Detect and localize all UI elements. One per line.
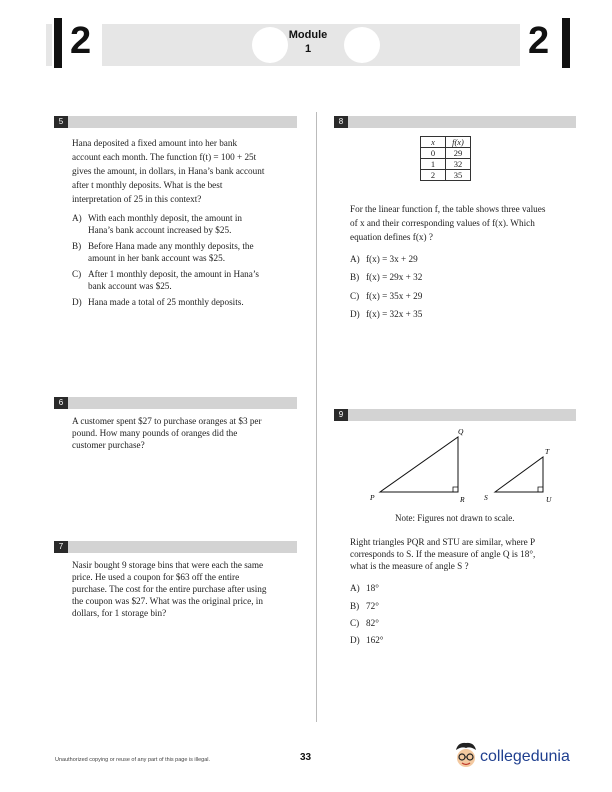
stem-line: dollars, for 1 storage bin? (72, 608, 167, 618)
stem-line: pound. How many pounds of oranges did the (72, 428, 238, 438)
table-row (421, 159, 471, 170)
stem-line: the coupon was $27. What was the original price, in (72, 596, 263, 606)
module-label: Module (288, 29, 328, 41)
question-9-option-b[interactable] (350, 600, 450, 612)
section-number-right: 2 (528, 20, 550, 62)
option-line: After 1 monthly deposit, the amount in Hana’s (88, 269, 259, 279)
table-cell: 35 (446, 170, 471, 181)
question-number-7: 7 (54, 541, 68, 553)
option-letter: B) (350, 272, 360, 282)
stem-line: after t monthly deposits. What is the best (72, 180, 223, 190)
option-line: Hana made a total of 25 monthly deposits. (88, 297, 244, 307)
section-marker-left (52, 18, 102, 70)
vertex-label-t: T (545, 447, 550, 456)
option-letter: C) (350, 618, 360, 628)
question-5-option-d[interactable] (72, 296, 302, 308)
question-number-9: 9 (334, 409, 348, 421)
table-header-fx: f(x) (446, 137, 471, 148)
option-letter: A) (350, 583, 360, 593)
question-8-option-c[interactable] (350, 290, 550, 302)
stem-line: For the linear function f, the table shows three values (350, 204, 546, 214)
stem-line: account each month. The function f(t) = 100 + 25t (72, 152, 257, 162)
column-divider (316, 112, 317, 722)
question-number-6: 6 (54, 397, 68, 409)
stem-line: equation defines f(x) ? (350, 232, 433, 242)
copyright-notice: Unauthorized copying or reuse of any part of this page is illegal. (55, 757, 211, 763)
stem-line: of x and their corresponding values of f(x). Which (350, 218, 535, 228)
stem-line: gives the amount, in dollars, in Hana’s bank account (72, 166, 265, 176)
question-number-5: 5 (54, 116, 68, 128)
function-table (420, 136, 471, 181)
option-letter: B) (72, 241, 82, 251)
module-number: 1 (304, 43, 312, 55)
right-angle-mark-u (538, 487, 543, 492)
option-text (88, 212, 242, 236)
option-letter: B) (350, 601, 360, 611)
option-text: 82° (366, 618, 379, 628)
option-text (88, 268, 259, 292)
question-8-option-d[interactable] (350, 308, 550, 320)
brand-name: collegedunia (480, 748, 570, 765)
option-text (88, 240, 254, 264)
option-line: With each monthly deposit, the amount in (88, 213, 243, 223)
option-text: 72° (366, 601, 379, 611)
mascot-logo-icon (452, 740, 480, 770)
stem-line: Hana deposited a fixed amount into her bank (72, 138, 238, 148)
vertex-label-r: R (460, 495, 465, 504)
triangle-pqr (380, 437, 458, 492)
page-number: 33 (300, 752, 312, 763)
option-line: bank account was $25. (88, 281, 172, 291)
option-text: f(x) = 35x + 29 (366, 291, 423, 301)
vertex-label-q: Q (458, 427, 464, 436)
question-bar-5 (54, 116, 297, 128)
question-bar-7 (54, 541, 297, 553)
similar-triangles-figure (360, 422, 580, 510)
table-cell: 2 (421, 170, 446, 181)
option-letter: A) (72, 213, 82, 223)
table-cell: 32 (446, 159, 471, 170)
option-letter: D) (72, 297, 82, 307)
stem-line: customer purchase? (72, 440, 145, 450)
section-number-left: 2 (70, 20, 92, 62)
stem-line: A customer spent $27 to purchase oranges at $3 per (72, 416, 262, 426)
option-line: Before Hana made any monthly deposits, the (88, 241, 254, 251)
option-text: f(x) = 3x + 29 (366, 254, 418, 264)
table-header-x: x (421, 137, 446, 148)
question-8-option-a[interactable] (350, 253, 550, 265)
option-text: f(x) = 32x + 35 (366, 309, 423, 319)
table-cell: 1 (421, 159, 446, 170)
question-9-option-d[interactable] (350, 634, 450, 646)
question-5-option-b[interactable] (72, 240, 302, 264)
question-9-stem (350, 536, 580, 572)
option-line: Hana’s bank account increased by $25. (88, 225, 232, 235)
stem-line: corresponds to S. If the measure of angle Q is 18°, (350, 549, 536, 559)
option-text: 162° (366, 635, 384, 645)
stem-line: purchase. The cost for the entire purchase after using (72, 584, 267, 594)
question-number-8: 8 (334, 116, 348, 128)
question-9-option-a[interactable] (350, 582, 450, 594)
question-bar-9 (334, 409, 576, 421)
section-marker-right (520, 18, 572, 70)
stem-line: what is the measure of angle S ? (350, 561, 469, 571)
option-line: amount in her bank account was $25. (88, 253, 226, 263)
table-row (421, 170, 471, 181)
option-letter: D) (350, 635, 360, 645)
stem-line: Nasir bought 9 storage bins that were each the same (72, 560, 264, 570)
question-7-stem (72, 559, 302, 619)
module-heading (280, 28, 336, 56)
section-bar-right (562, 18, 570, 68)
figure-note: Note: Figures not drawn to scale. (395, 513, 515, 523)
question-bar-8 (334, 116, 576, 128)
question-bar-6 (54, 397, 297, 409)
question-6-stem (72, 415, 302, 451)
stem-line: Right triangles PQR and STU are similar, where P (350, 537, 536, 547)
vertex-label-s: S (484, 493, 488, 502)
option-letter: C) (350, 291, 360, 301)
stem-line: price. He used a coupon for $63 off the entire (72, 572, 240, 582)
question-9-option-c[interactable] (350, 617, 450, 629)
right-angle-mark-r (453, 487, 458, 492)
option-text: f(x) = 29x + 32 (366, 272, 423, 282)
question-5-option-c[interactable] (72, 268, 302, 292)
table-cell: 0 (421, 148, 446, 159)
header-circle-right (344, 27, 380, 63)
option-letter: C) (72, 269, 82, 279)
option-text: 18° (366, 583, 379, 593)
stem-line: interpretation of 25 in this context? (72, 194, 202, 204)
table-header-row (421, 137, 471, 148)
table-cell: 29 (446, 148, 471, 159)
section-bar-left (54, 18, 62, 68)
triangle-stu (495, 457, 543, 492)
option-letter: D) (350, 309, 360, 319)
option-letter: A) (350, 254, 360, 264)
question-5-option-a[interactable] (72, 212, 302, 236)
table-row (421, 148, 471, 159)
question-8-option-b[interactable] (350, 271, 550, 283)
question-5-stem (72, 136, 302, 206)
question-8-stem (350, 202, 580, 244)
vertex-label-p: P (370, 493, 375, 502)
vertex-label-u: U (546, 495, 552, 504)
